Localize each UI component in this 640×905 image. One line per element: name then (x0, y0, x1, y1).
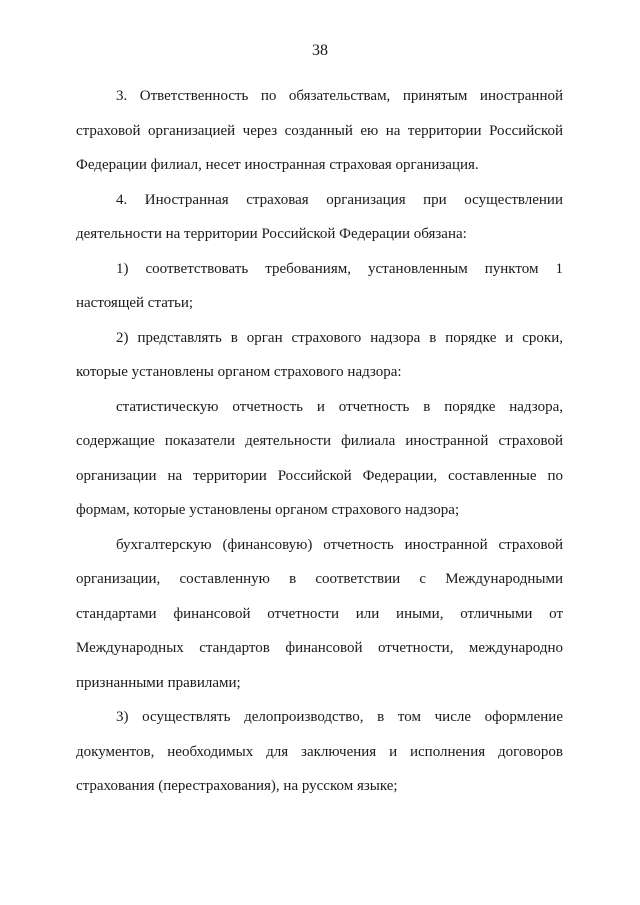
reporting-statistical: статистическую отчетность и отчетность в порядке надзора, содержащие показатели деятельности филиала иностранной страховой организации на территории Российской Федерации, составленные по формам, которые установлены органом страхового надзора; (76, 398, 563, 518)
reporting-accounting: бухгалтерскую (финансовую) отчетность иностранной страховой организации, составленную в соответствии с Международными стандартами финансовой отчетности или иными, отличными от Международных стандартов финансовой отчетности, международно признанными правилами; (76, 536, 563, 691)
paragraph-4-obligations: 4. Иностранная страховая организация при осуществлении деятельности на территории Российской Федерации обязана: (76, 191, 563, 242)
subitem-1-requirements: 1) соответствовать требованиям, установленным пунктом 1 настоящей статьи; (76, 260, 563, 311)
page-number: 38 (312, 42, 328, 59)
subitem-3-records: 3) осуществлять делопроизводство, в том числе оформление документов, необходимых для заключения и исполнения договоров страхования (перестрахования), на русском языке; (76, 709, 563, 794)
document-body (76, 79, 563, 804)
subitem-2-reporting: 2) представлять в орган страхового надзора в порядке и сроки, которые установлены органом страхового надзора: (76, 329, 563, 380)
paragraph-3-liability: 3. Ответственность по обязательствам, принятым иностранной страховой организацией через созданный ею на территории Российской Федерации филиал, несет иностранная страховая организация. (76, 88, 563, 173)
